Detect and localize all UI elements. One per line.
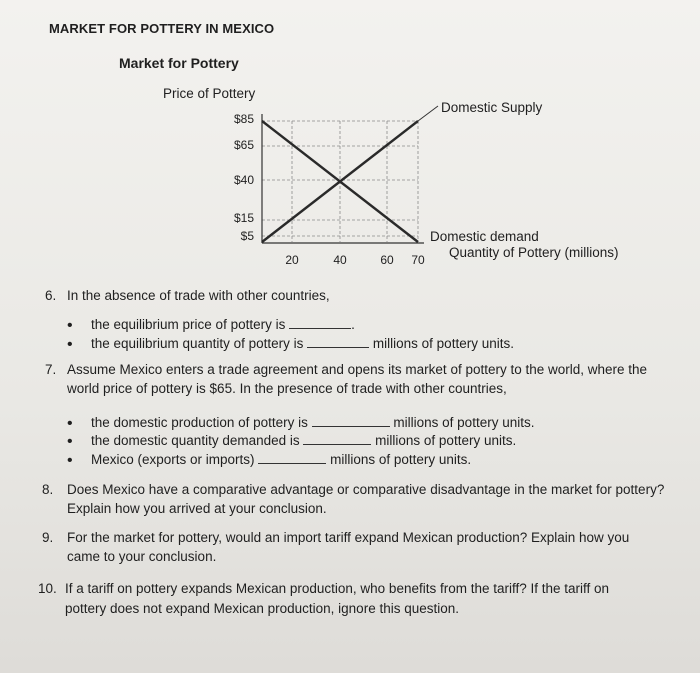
q6-price-answer-blank[interactable] [289,316,351,329]
q9-number: 9. [42,530,54,545]
q6-quantity-answer-blank[interactable] [307,335,369,348]
q6-text: In the absence of trade with other countries, [67,288,330,303]
q7-line-1: Assume Mexico enters a trade agreement and opens its market of pottery to the world, where the [67,362,648,377]
q7-bullet-2 [91,432,516,450]
q7-line-2: world price of pottery is $65. In the presence of trade with other countries, [67,381,507,396]
q7-number: 7. [45,362,57,377]
q7-b1-text: the domestic production of pottery is [91,415,308,430]
y-tick-65: $65 [233,138,254,152]
q7-production-answer-blank[interactable] [312,414,390,427]
q9-line-2: came to your conclusion. [67,549,217,564]
x-tick-20: 20 [285,253,299,267]
demand-label: Domestic demand [430,229,539,244]
bullet-icon: • [67,415,73,432]
q9-line-1: For the market for pottery, would an import tariff expand Mexican production? Explain how you [67,530,630,545]
q6-b1-end: . [351,317,355,332]
supply-label: Domestic Supply [441,100,543,115]
q7-b3-text: Mexico (exports or imports) [91,452,255,467]
q8-line-1: Does Mexico have a comparative advantage or comparative disadvantage in the market for pottery? [67,482,665,497]
q6-b1-text: the equilibrium price of pottery is [91,317,286,332]
supply-demand-chart [0,0,700,280]
q7-trade-answer-blank[interactable] [258,451,326,464]
chart-title: Market for Pottery [119,55,239,71]
q8-line-2: Explain how you arrived at your conclusion. [67,501,327,516]
q10-line-2: pottery does not expand Mexican production, ignore this question. [65,601,459,616]
q7-bullet-1 [91,414,534,432]
bullet-icon: • [67,433,73,450]
x-tick-70: 70 [411,253,425,267]
q7-demanded-answer-blank[interactable] [303,432,371,445]
x-axis-label: Quantity of Pottery (millions) [449,245,619,260]
q6-number: 6. [45,288,57,303]
bullet-icon: • [67,336,73,353]
y-tick-5: $5 [240,229,254,243]
q7-bullet-3 [91,451,471,469]
q6-bullet-1 [91,316,355,334]
q6-b2-text: the equilibrium quantity of pottery is [91,336,304,351]
bullet-icon: • [67,452,73,469]
q7-b1-end: millions of pottery units. [393,415,535,430]
q7-b3-end: millions of pottery units. [330,452,472,467]
y-axis-label: Price of Pottery [163,86,256,101]
x-tick-labels [285,253,425,267]
x-tick-40: 40 [333,253,347,267]
x-tick-60: 60 [380,253,394,267]
bullet-icon: • [67,317,73,334]
supply-label-leader [418,106,438,121]
q6-b2-end: millions of pottery units. [372,336,514,351]
y-tick-85: $85 [233,112,254,126]
q7-b2-text: the domestic quantity demanded is [91,433,300,448]
worksheet-title: MARKET FOR POTTERY IN MEXICO [49,21,275,36]
q8-number: 8. [42,482,54,497]
y-tick-15: $15 [233,211,254,225]
q7-b2-end: millions of pottery units. [375,433,517,448]
q10-line-1: If a tariff on pottery expands Mexican production, who benefits from the tariff? If the tariff on [65,581,610,596]
y-tick-40: $40 [233,173,254,187]
q6-bullet-2 [91,335,514,353]
y-tick-labels [234,112,254,243]
q10-number: 10. [38,581,57,596]
